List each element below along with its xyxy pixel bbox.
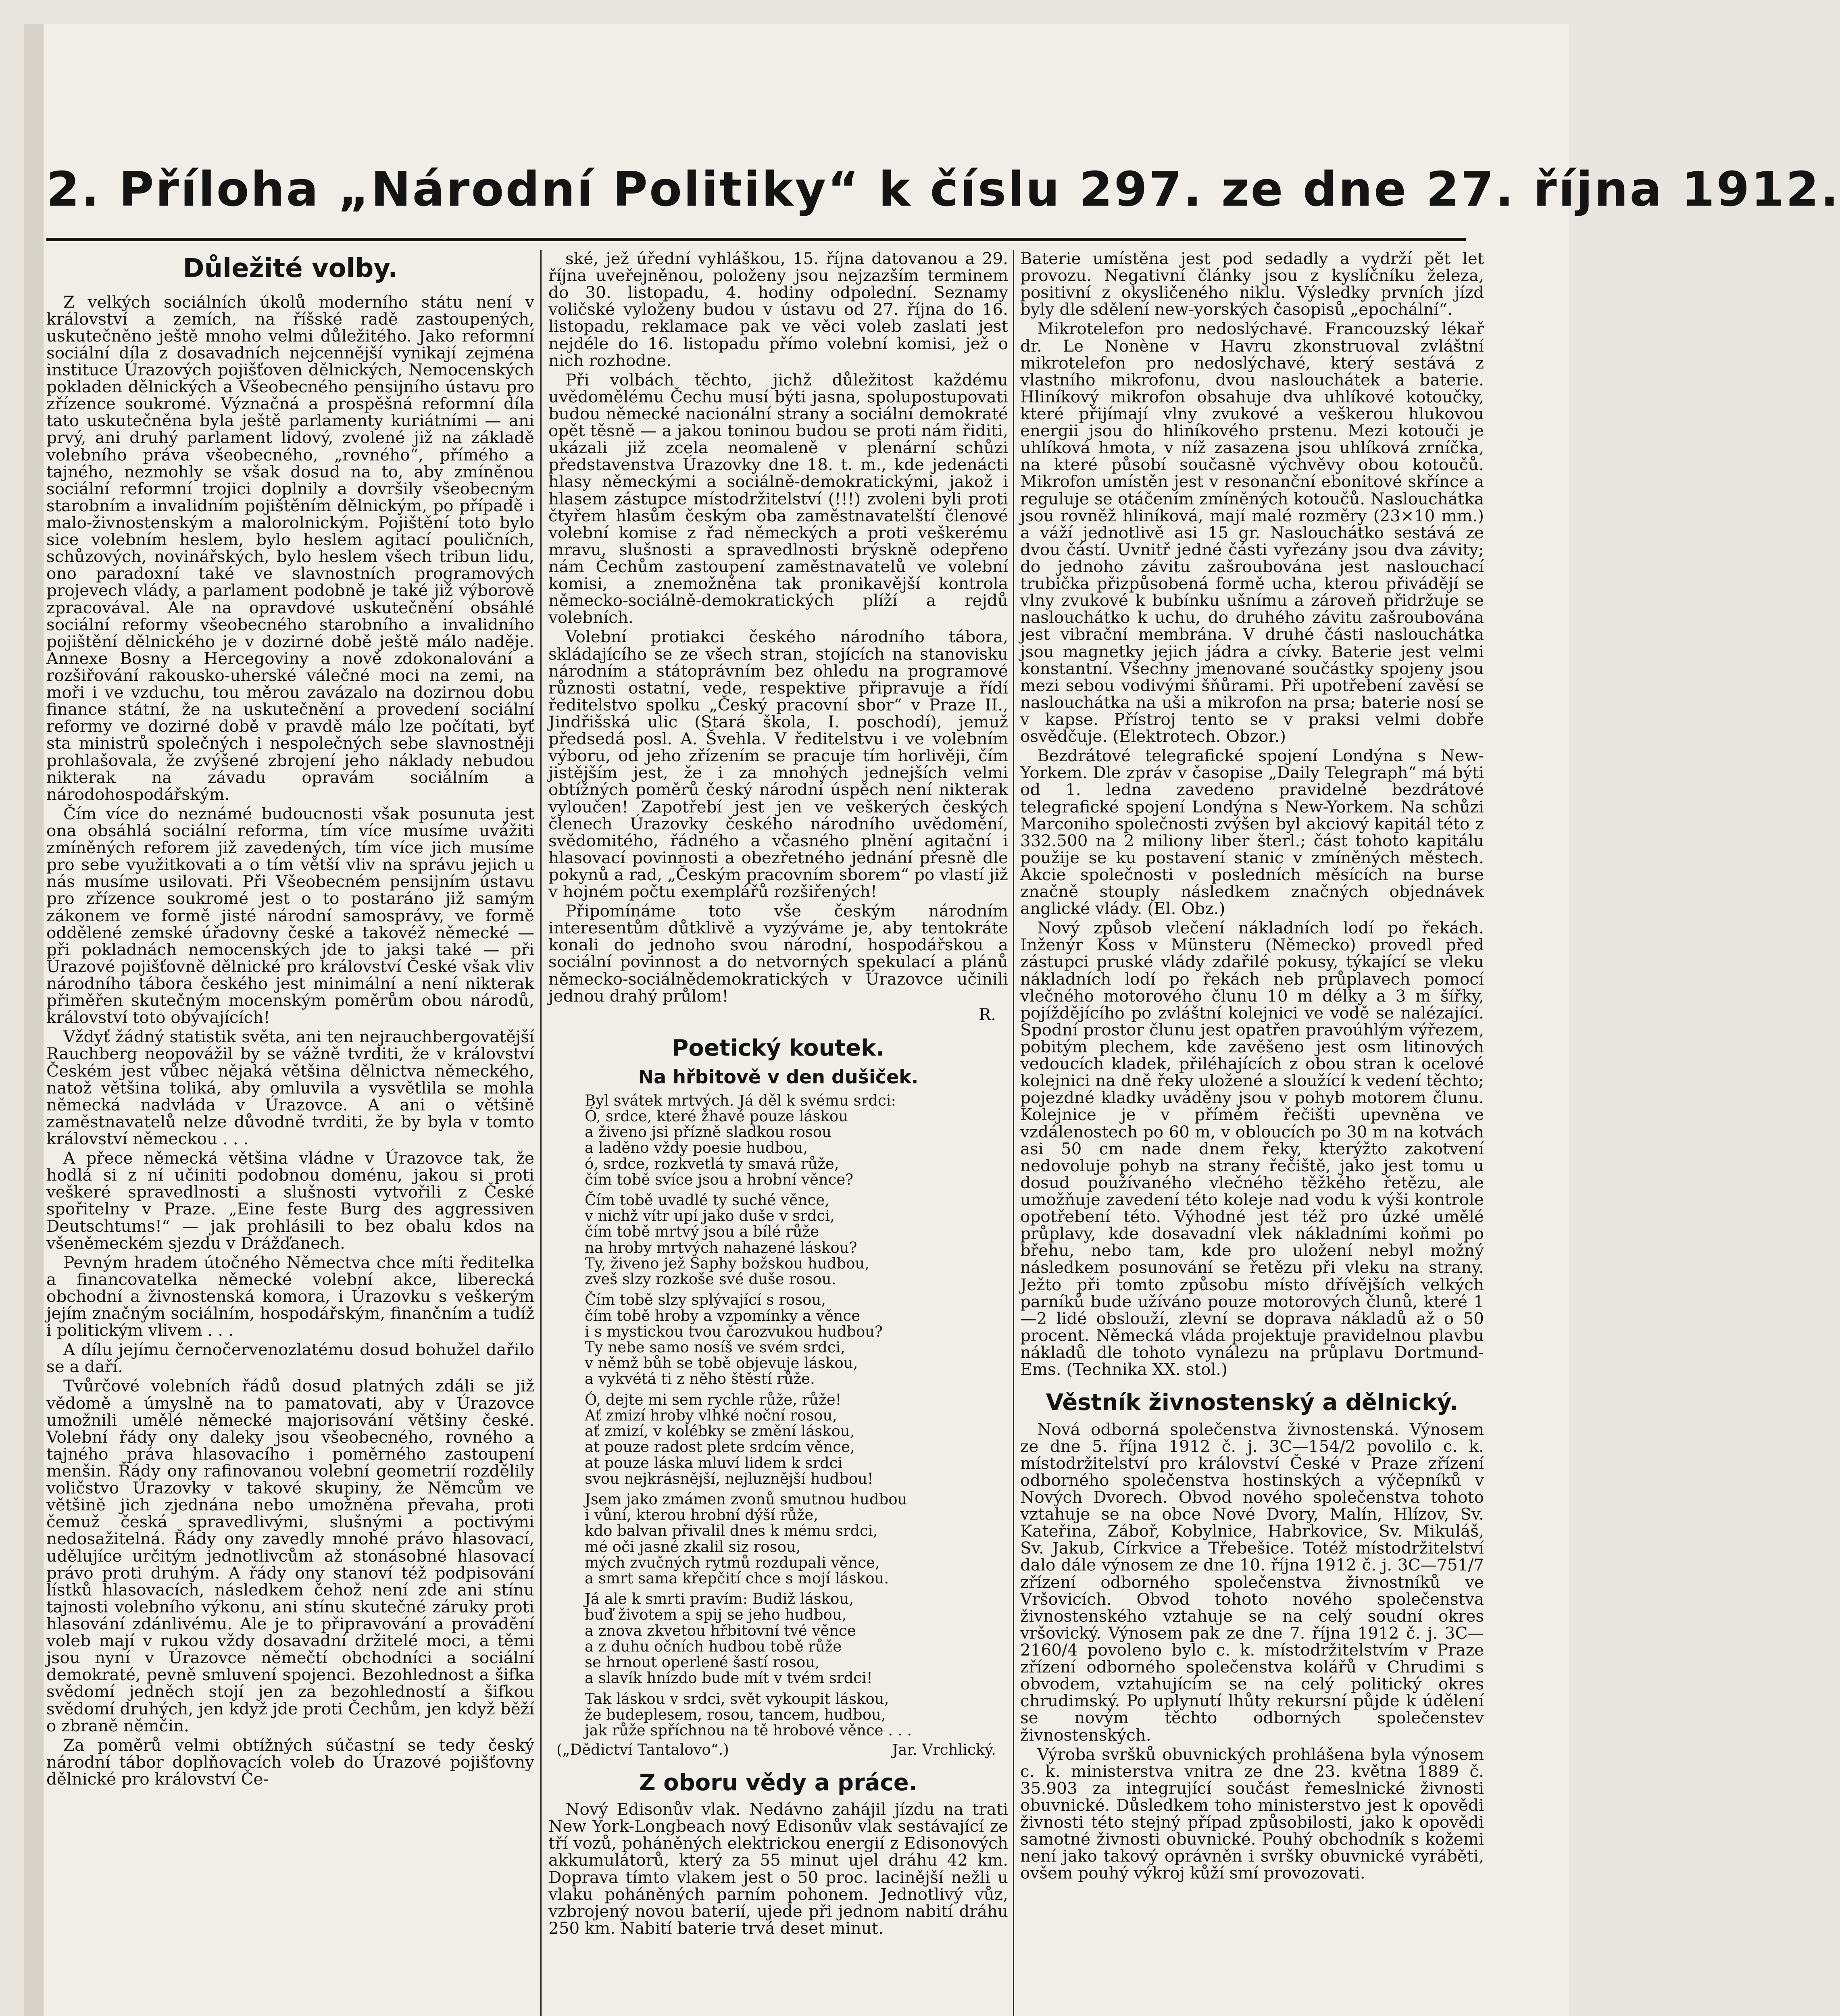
column-2 [548, 250, 1008, 2016]
column-rule [1013, 250, 1014, 2016]
newspaper-page [24, 24, 1840, 2016]
poem-stanza: Tak láskou v srdci, svět vykoupit láskou, že budeplesem, rosou, tancem, hudbou, jak růže spříchnou na tě hrobové věnce . . . [585, 1690, 912, 1739]
paragraph: ské, jež úřední vyhláškou, 15. října datovanou a 29. října uveřejněnou, položeny jsou nejzazším terminem do 30. listopadu, 4. hodiny odpolední. Seznamy voličské vyloženy budou v ústavu od 27. října do 16. listopadu, reklamace pak ve věci voleb zaslati jest nejdéle do 16. listopadu přímo volební komisi, jež o nich rozhodne. [548, 249, 1008, 370]
poetry-section-title: Poetický koutek. [672, 1035, 885, 1062]
paragraph: Nový způsob vlečení nákladních lodí po řekách. Inženýr Koss v Münsteru (Německo) provedl před zástupci pruské vlády zdařilé pokusy, týkající se vleku nákladních lodí po řekách neb průplavech pomocí vlečného motorového člunu 10 m délky a 3 m šířky, pojíždějícího po zvláštní kolejnici ve vodě se nalézající. Spodní prostor člunu jest opatřen pravoúhlým výřezem, pobitým plechem, kde zavěšeno jest osm litinových vedoucích kladek, přiléhajících z obou stran k ocelové kolejnici na dně řeky uložené a sloužící k vedení těchto; pojezdné kladky uváděny jsou v pohyb motorem člunu. Kolejnice je v přímém řečišti upevněna ve vzdálenostech po 60 m, v obloucích po 30 m na kotvách asi 50 cm nade dnem řeky, kterýžto zakotvení nedovoluje pohyb na strany řečiště, jako jest tomu u dosud používaného vlečného těžkého řetězu, ale umožňuje zavedení této koleje nad vodu k výši kontrole opotřebení této. Výhodné jest též pro úzké umělé průplavy, kde dosavadní vlek nákladními koňmi po břehu, nebo tam, kde pro uložení nebyl možný následkem posunování se řetězu při vleku na strany. Ježto při tomto způsobu místo dřívějších velkých parníků bude užíváno pouze motorových člunů, které 1—2 lidé obslouží, zlevní se doprava nákladů až o 50 procent. Německá vláda projektuje pravidelnou plavbu nákladů dle tohoto vynálezu na průplavu Dortmund-Ems. (Technika XX. stol.) [1020, 918, 1484, 1379]
article-title: Důležité volby. [183, 254, 398, 283]
paragraph: Z velkých sociálních úkolů moderního státu není v království a zemích, na říšské radě zastoupených, uskutečněno ještě mnoho velmi důležitého. Jako reformní sociální díla z dosavadních nejcennější vynikají zejména instituce Úrazových pojišťoven dělnických, Nemocenských pokladen dělnických a Všeobecného pensijního ústavu pro zřízence soukromé. Význačná a prospěšná reformní díla tato uskutečněna byla ještě parlamenty kuriátními — ani prvý, ani druhý parlament lidový, zvolené již na základě volebního práva všeobecného, „rovného“, přímého a tajného, nezmohly se však dosud na to, aby zmíněnou sociální reformní trojici doplnily a dovršily všeobecným starobním a invalidním pojištěním dělnickým, po případě i malo-živnostenským a malorolnickým. Pojištění toto bylo sice volebním heslem, bylo heslem agitací pouličních, schůzových, novinářských, bylo heslem všech tribun lidu, ono paradoxní také ve slavnostních programových projevech vlády, a parlament podobně je také již výborově zpracovával. Ale na opravdové uskutečnění obsáhlé sociální reformy všeobecného starobního a invalidního pojištění dělnického je v dozirné době ještě málo naděje. Annexe Bosny a Hercegoviny a nově zdokonalování a rozšiřování rakousko-uherské válečné moci na zemi, na moři i ve vzduchu, tou měrou zavázalo na dozirnou dobu finance státní, že na uskutečnění a provedení sociální reformy ve dozirné době v pravdě málo lze počítati, byť sta ministrů společných i nespolečných sebe slavnostněji prohlašovala, že zvýšené zbrojení jeho náklady nebudou nikterak na závadu opravám sociálním a národohospodářským. [46, 292, 534, 804]
science-section-title: Z oboru vědy a práce. [639, 1769, 917, 1796]
paragraph: Čím více do neznámé budoucnosti však posunuta jest ona obsáhlá sociální reforma, tím více musíme uvážiti zmíněných reforem již zavedených, tím více jich musíme pro sebe využitkovati a o tím větší vliv na správu jejich u nás musíme usilovati. Při Všeobecném pensijním ústavu pro zřízence soukromé jest o to postaráno již samým zákonem ve formě jisté národní samosprávy, ve formě oddělené zemské úřadovny české a takovéž německé — při pokladnách nemocenských jde to jaksi také — při Úrazové pojišťovně dělnické pro království České však vliv národního tábora českého jest minimální a není nikterak přiměřen skutečným mocenským poměrům obou národů, království toto obývajících! [46, 804, 534, 1027]
poem-stanza: Byl svátek mrtvých. Já děl k svému srdci: Ó, srdce, které žhavé pouze láskou a živeno jsi přízně sladkou rosou a laděno vždy poesie hudbou, ó, srdce, rozkvetlá ty smavá růže, čím tobě svíce jsou a hrobní věnce? [585, 1091, 896, 1188]
page-edge [24, 24, 44, 2016]
paragraph: Připomínáme toto vše českým národním interesentům důtklivě a vyzýváme je, aby tentokráte konali do jednoho svou národní, hospodářskou a sociální povinnost a do netvorných spekulací a plánů německo-sociálnědemokratických v Úrazovce učinili jednou drahý průlom! [548, 901, 1008, 1006]
column-3 [1020, 250, 1484, 2016]
paragraph: A přece německá většina vládne v Úrazovce tak, že hodlá si z ní učiniti podobnou doménu, jakou si proti veškeré spravedlnosti a slušnosti vytvořili z České spořitelny v Praze. „Eine feste Burg des aggressiven Deutschtums!“ — jak prohlásili to bez obalu kdos na všeněmeckém sjezdu v Drážďanech. [46, 1148, 534, 1253]
masthead [46, 157, 1840, 241]
paragraph: Nový Edisonův vlak. Nedávno zahájil jízdu na trati New York-Longbeach nový Edisonův vlak sestávající ze tří vozů, poháněných elektrickou energií z Edisonových akkumulátorů, který za 55 minut ujel dráhu 42 km. Doprava tímto vlakem jest o 50 proc. lacinější nežli u vlaku poháněných parním pohonem. Jednotlivý vůz, vzbrojený novou baterií, ujede při jednom nabití dráhu 250 km. Nabití baterie trvá deset minut. [548, 1799, 1008, 1938]
masthead-title: 2. Příloha „Národní Politiky“ k číslu 297. ze dne 27. října 1912. [46, 161, 1840, 217]
trade-section-title: Věstník živnostenský a dělnický. [1046, 1389, 1458, 1416]
poem-stanza: Ó, dejte mi sem rychle růže, růže! Ať zmizí hroby vlhké noční rosou, ať zmizí, v kolébky se změní láskou, at pouze radost plete srdcím věnce, at pouze láska mluví lidem k srdci svou nejkrásnější, nejluznější hudbou! [585, 1391, 873, 1487]
paragraph: Při volbách těchto, jichž důležitost každému uvědomělému Čechu musí býti jasna, spolupostupovati budou německé nacionální strany a sociální demokraté opět těsně — a jakou toninou budou se proti nám řiditi, ukázali již zcela neomaleně v plenární schůzi představenstva Úrazovky dne 18. t. m., kde jedenácti hlasy německými a sociálně-demokratickými, jakož i hlasem zástupce místodržitelství (!!!) zvoleni byli proti čtyřem hlasům českým oba zaměstnavatelští členové volební komise z řad německých a proti veškerému mravu, slušnosti a spravedlnosti brýskně odepřeno nám Čechům zastoupení zaměstnavatelů ve volební komisi, a znemožněna tak pronikavější kontrola německo-sociálně-demokratických plíží a rejdů volebních. [548, 370, 1008, 627]
paragraph: Vždyť žádný statistik světa, ani ten nejrauchbergovatější Rauchberg neopovážil by se vážně tvrditi, že v království Českém jest vůbec nějaká většina dělnictva německého, natož většina toliká, aby omluvila a vysvětlila se mohla německá nadvláda v Úrazovce. A ani o většině zaměstnavatelů nelze důvodně tvrditi, že by byla v tomto království německou . . . [46, 1027, 534, 1148]
paragraph: Nová odborná společenstva živnostenská. Výnosem ze dne 5. října 1912 č. j. 3C—154/2 povolilo c. k. místodržitelství pro království České v Praze zřízení odborného společenstva hostinských a výčepníků v Nových Dvorech. Obvod nového společenstva tohoto vztahuje se na obce Nové Dvory, Malín, Hlízov, Sv. Kateřina, Záboř, Kobylnice, Habrkovice, Sv. Mikuláš, Sv. Jakub, Církvice a Třebešice. Totéž místodržitelství dalo dále výnosem ze dne 10. října 1912 č. j. 3C—751/7 zřízení odborného společenstva živnostníků ve Vršovicích. Obvod tohoto nového společenstva živnostenského vztahuje se na celý soudní okres vršovický. Výnosem pak ze dne 7. října 1912 č. j. 3C—2160/4 povoleno bylo c. k. místodržitelstvím v Praze zřízení odborného společenstva kolářů v Chrudimi s obvodem, vztahujícím se na celý politický okres chrudimský. Po uplynutí lhůty rekursní půjde k údělení se novým těchto odborných společenstev živnostenských. [1020, 1419, 1484, 1745]
poem-stanza: Jsem jako zmámen zvonů smutnou hudbou i vůní, kterou hrobní dýší růže, kdo balvan přivalil dnes k mému srdci, mé oči jasné zkalil siz rosou, mých zvučných rytmů rozdupali věnce, a smrt sama křepčití chce s mojí láskou. [585, 1490, 907, 1587]
paragraph: Tvůrčové volebních řádů dosud platných zdáli se již vědomě a úmyslně na to pamatovati, aby v Úrazovce umožnili umělé německé majorisování většiny české. Volební řády ony daleky jsou všeobecného, rovného a tajného práva hlasovacího i poměrného zastoupení menšin. Řády ony rafinovanou volební geometrií rozdělily voličstvo Úrazovky v takové skupiny, že Němcům ve většině jich zjednána nebo umožněna převaha, proti čemuž česká spravedlivými, slušnými a poctivými nedosažitelná. Řády ony zavedly mnohé právo hlasovací, udělujíce určitým jednotlivcům až stonásobné hlasovací právo proti druhým. A řády ony stanoví též podpisování lístků hlasovacích, následkem čehož není zde ani stínu tajnosti volebního výkonu, ani stínu skutečné záruky proti hlasování zdánlivému. Ale je to připravování a provádění voleb mají v rukou vždy dosavadní držitelé moci, a těmi jsou nyní v Úrazovce němečtí obchodníci a sociální demokraté, pevně smluvení spojenci. Bezohlednost a šifka svědomí jedněch stojí jen za bezohledností a šifkou svědomí druhých, jen když jde proti Čechům, jen když běží o zbraně němčin. [46, 1376, 534, 1735]
poem-stanza: Čím tobě uvadlé ty suché věnce, v nichž vítr upí jako duše v srdci, čím tobě mrtvý jsou a bílé růže na hroby mrtvých nahazené láskou? Ty, živeno jež Saphy božskou hudbou, zveš slzy rozkoše své duše rosou. [585, 1191, 870, 1288]
paragraph: Pevným hradem útočného Němectva chce míti ředitelka a financovatelka německé volební akce, liberecká obchodní a živnostenská komora, i Úrazovku s veškerým jejím značným sociálním, hospodářským, finančním a tudíž i politickým vlivem . . . [46, 1252, 534, 1340]
column-1 [46, 250, 534, 2016]
poem-source-line [548, 1742, 1008, 1758]
poem-title: Na hřbitově v den dušiček. [638, 1066, 919, 1088]
article-signature: R. [979, 1005, 996, 1024]
paragraph: Výroba svršků obuvnických prohlášena byla výnosem c. k. ministerstva vnitra ze dne 23. května 1889 č. 35.903 za integrující součást řemeslnické živnosti obuvnické. Důsledkem toho ministerstvo jest k opovědi živnosti této stejný případ způsobilosti, jako k opovědi samotné živnosti obuvnické. Pouhý obchodník s kožemi není jako takový oprávněn i svršky obuvnické vyráběti, ovšem pouhý výkroj kůží smí provozovati. [1020, 1744, 1484, 1883]
poem-source: („Dědictví Tantalovo“.) [556, 1741, 729, 1759]
paragraph: Mikrotelefon pro nedoslýchavé. Francouzský lékař dr. Le Nonène v Havru zkonstruoval zvláštní mikrotelefon pro nedoslýchavé, který sestává z vlastního mikrofonu, dvou naslouchátek a baterie. Hliníkový mikrofon obsahuje dva uhlíkové kotoučky, které přijímají vlny zvukové a veškerou hlukovou energii jsou do hliníkového prstenu. Mezi kotouči je uhlíková hmota, v níž zasazena jsou uhlíková zrníčka, na které působí současně výchvěvy obou kotoučů. Mikrofon umístěn jest v resonanční ebonitové skřínce a reguluje se otáčením zmíněných kotoučů. Naslouchátka jsou rovněž hliníková, mají malé rozměry (23×10 mm.) a váží jednotlivě asi 15 gr. Naslouchátko sestává ze dvou částí. Uvnitř jedné části vyřezány jsou dva závity; do jednoho závitu zašroubována jest naslouchací trubička přizpůsobená formě ucha, kterou přivádějí se vlny zvukové k bubínku ušnímu a zároveň přidržuje se naslouchátko k uchu, do druhého závitu zašroubována jest vibrační membrána. V druhé části naslouchátka jsou magnetky jejich jádra a cívky. Baterie jest velmi konstantní. Všechny jmenované součástky spojeny jsou mezi sebou vodivými šňůrami. Při upotřebení zavěsí se naslouchátka na uši a mikrofon na prsa; baterie nosí se v kapse. Přístroj tento se v praksi velmi dobře osvědčuje. (Elektrotech. Obzor.) [1020, 319, 1484, 746]
paragraph: Baterie umístěna jest pod sedadly a vydrží pět let provozu. Negativní články jsou z kyslíčníku železa, positivní z okysličeného niklu. Výsledky prvních jízd byly dle sdělení new-yorských časopisů „epochální“. [1020, 249, 1484, 319]
paragraph: Volební protiakci českého národního tábora, skládajícího se ze všech stran, stojících na stanovisku národním a státoprávním bez ohledu na programové různosti ostatní, vede, respektive připravuje a řídí ředitelstvo spolku „Český pracovní sbor“ v Praze II., Jindřišská ulic (Stará škola, I. poschodí), jemuž předsedá posl. A. Švehla. V ředitelstvu i ve volebním výboru, od jeho zřízením se pracuje tím horlivěji, čím jistějším jest, že i za mnohých jednejších velmi obtížných poměrů český národní úspěch není nikterak vyloučen! Zapotřebí jest jen ve veškerých českých členech Úrazovky českého národního uvědomění, svědomitého, řádného a včasného plnění agitační i hlasovací povinnosti a obezřetného jednání přesně dle pokynů a rad, „Českým pracovním sborem“ po vlastí již v hojném počtu exemplářů rozšiřených! [548, 627, 1008, 902]
poem-stanza: Čím tobě slzy splývající s rosou, čím tobě hroby a vzpomínky a věnce i s mystickou tvou čarozvukou hudbou? Ty nebe samo nosíš ve svém srdci, v němž bůh se tobě objevuje láskou, a vykvétá ti z něho štěstí růže. [585, 1291, 883, 1388]
column-rule [540, 250, 542, 2016]
poem-author: Jar. Vrchlický. [892, 1741, 996, 1759]
paragraph: A dílu jejímu černočervenozlatému dosud bohužel dařilo se a daří. [46, 1340, 534, 1377]
paragraph: Za poměrů velmi obtížných súčastní se tedy český národní tábor doplňovacích voleb do Úrazové pojišťovny dělnické pro království Če- [46, 1735, 534, 1789]
poem-stanza: Já ale k smrti pravím: Budiž láskou, buď životem a spij se jeho hudbou, a znova zkvetou hřbitovní tvé věnce a z duhu očních hudbou tobě růže se hrnout operlené šastí rosou, a slavík hnízdo bude mít v tvém srdci! [585, 1590, 873, 1687]
paragraph: Bezdrátové telegrafické spojení Londýna s New-Yorkem. Dle zpráv v časopise „Daily Telegraph“ má býti od 1. ledna zavedeno pravidelné bezdrátové telegrafické spojení Londýna s New-Yorkem. Na schůzi Marconiho společnosti zvýšen byl akciový kapitál této z 332.500 na 2 miliony liber šterl.; část tohoto kapitálu použije se ku postavení stanic v zmíněných městech. Akcie společnosti v posledních měsících na burse značně stouply následkem značných objednávek anglické vlády. (El. Obz.) [1020, 746, 1484, 918]
